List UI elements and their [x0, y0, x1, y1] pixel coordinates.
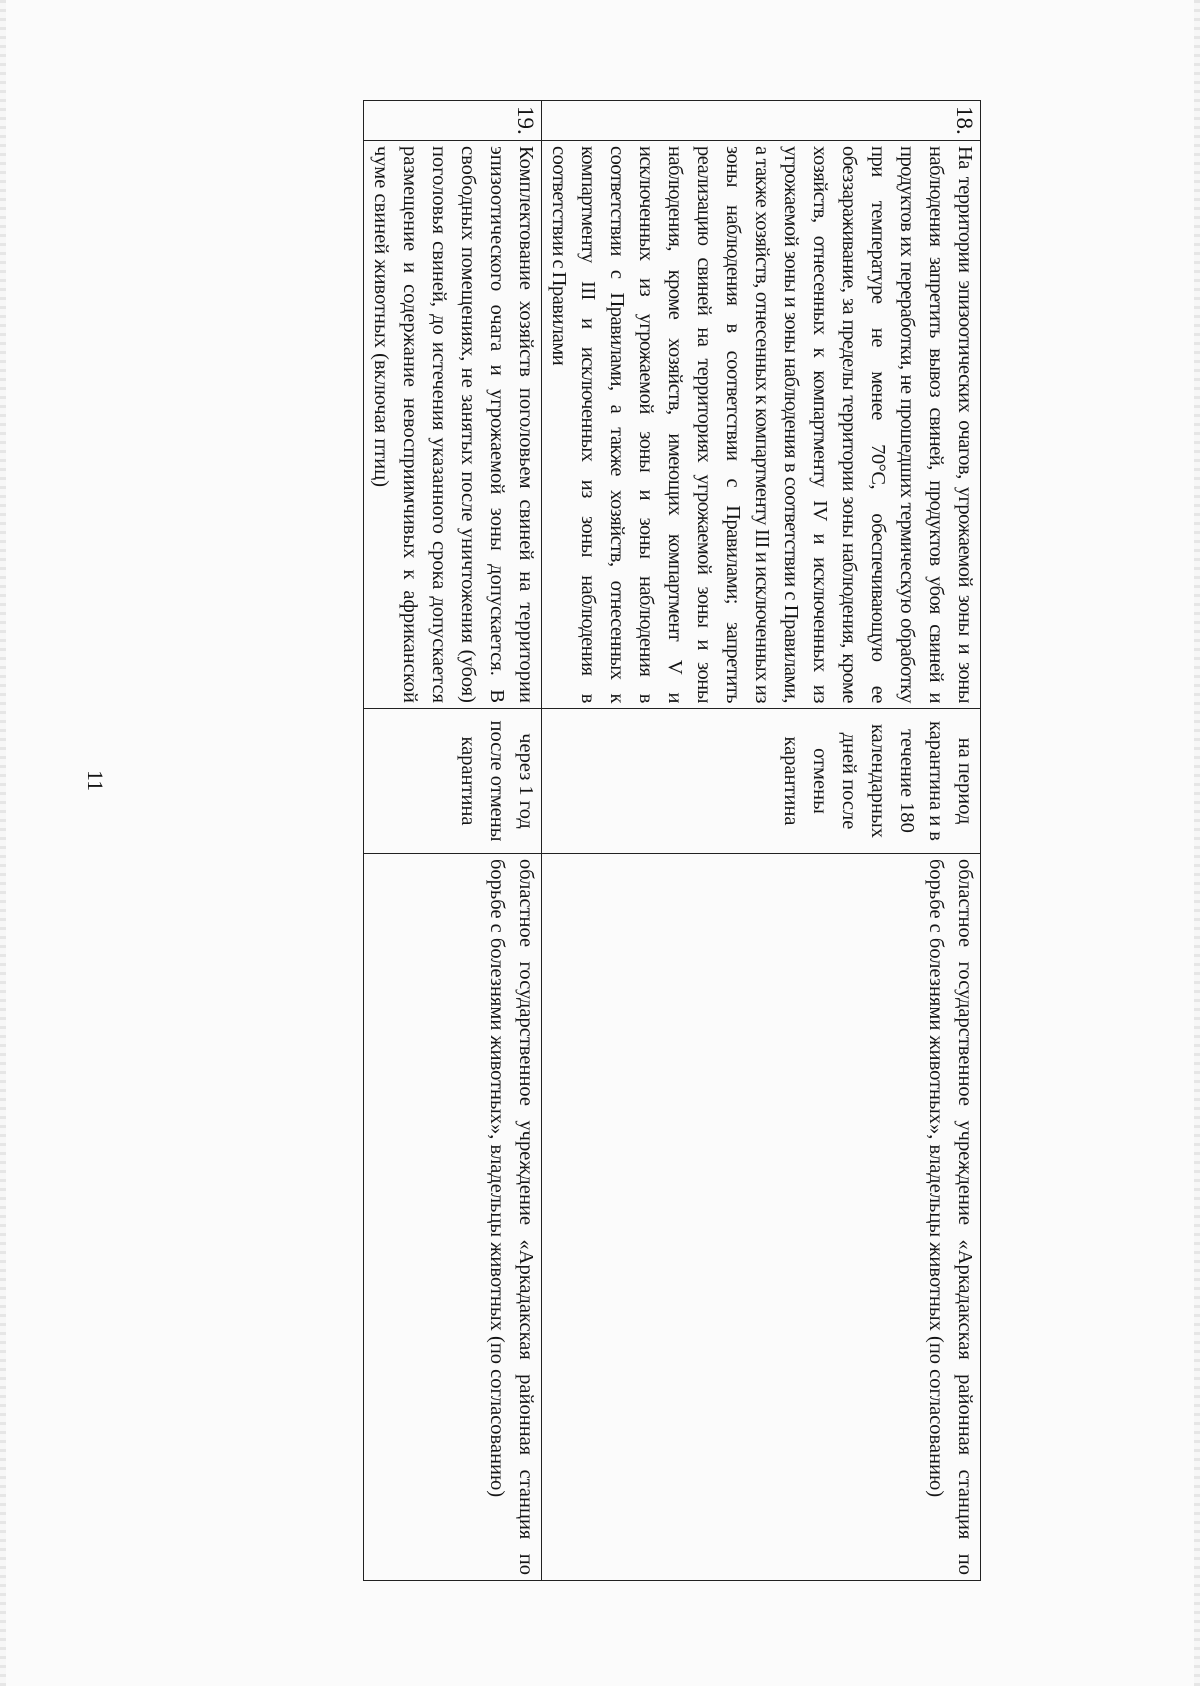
term-cell: на период карантина и в течение 180 календарных дней после отмены карантина [542, 709, 981, 854]
measures-table [363, 100, 981, 1581]
page-number: 11 [83, 770, 108, 792]
scan-edge-right [1194, 0, 1200, 1686]
responsible-cell: областное государственное учреждение «Аркадакская районная станция по борьбе с болезнями животных», владельцы животных (по согласованию) [542, 854, 981, 1581]
row-number: 18. [542, 101, 981, 141]
measure-cell: Комплектование хозяйств поголовьем свиней на территории эпизоотического очага и угрожаемой зоны допускается. В свободных помещениях, не занятых после уничтожения (убоя) поголовья свиней, до истечения указанного срока допускается размещение и содержание невосприимчивых к африканской чуме свиней животных (включая птиц) [364, 141, 542, 709]
measure-cell: На территории эпизоотических очагов, угрожаемой зоны и зоны наблюдения запретить вывоз свиней, продуктов убоя свиней и продуктов их переработки, не прошедших термическую обработку при температуре не менее 70°С, обеспечивающую ее обеззараживание, за пределы территории зоны наблюдения, кроме хозяйств, отнесенных к компартменту IV и исключенных из угрожаемой зоны и зоны наблюдения в соответствии с Правилами, а также хозяйств, отнесенных к компартменту III и исключенных из зоны наблюдения в соответствии с Правилами; запретить реализацию свиней на территориях угрожаемой зоны и зоны наблюдения, кроме хозяйств, имеющих компартмент V и исключенных из угрожаемой зоны и зоны наблюдения в соответствии с Правилами, а также хозяйств, отнесенных к компартменту III и исключенных из зоны наблюдения в соответствии с Правилами [542, 141, 981, 709]
term-cell: через 1 год после отмены карантина [364, 709, 542, 854]
table-row [542, 101, 981, 1581]
responsible-cell: областное государственное учреждение «Аркадакская районная станция по борьбе с болезнями животных», владельцы животных (по согласованию) [364, 854, 542, 1581]
table-row [364, 101, 542, 1581]
row-number: 19. [364, 101, 542, 141]
